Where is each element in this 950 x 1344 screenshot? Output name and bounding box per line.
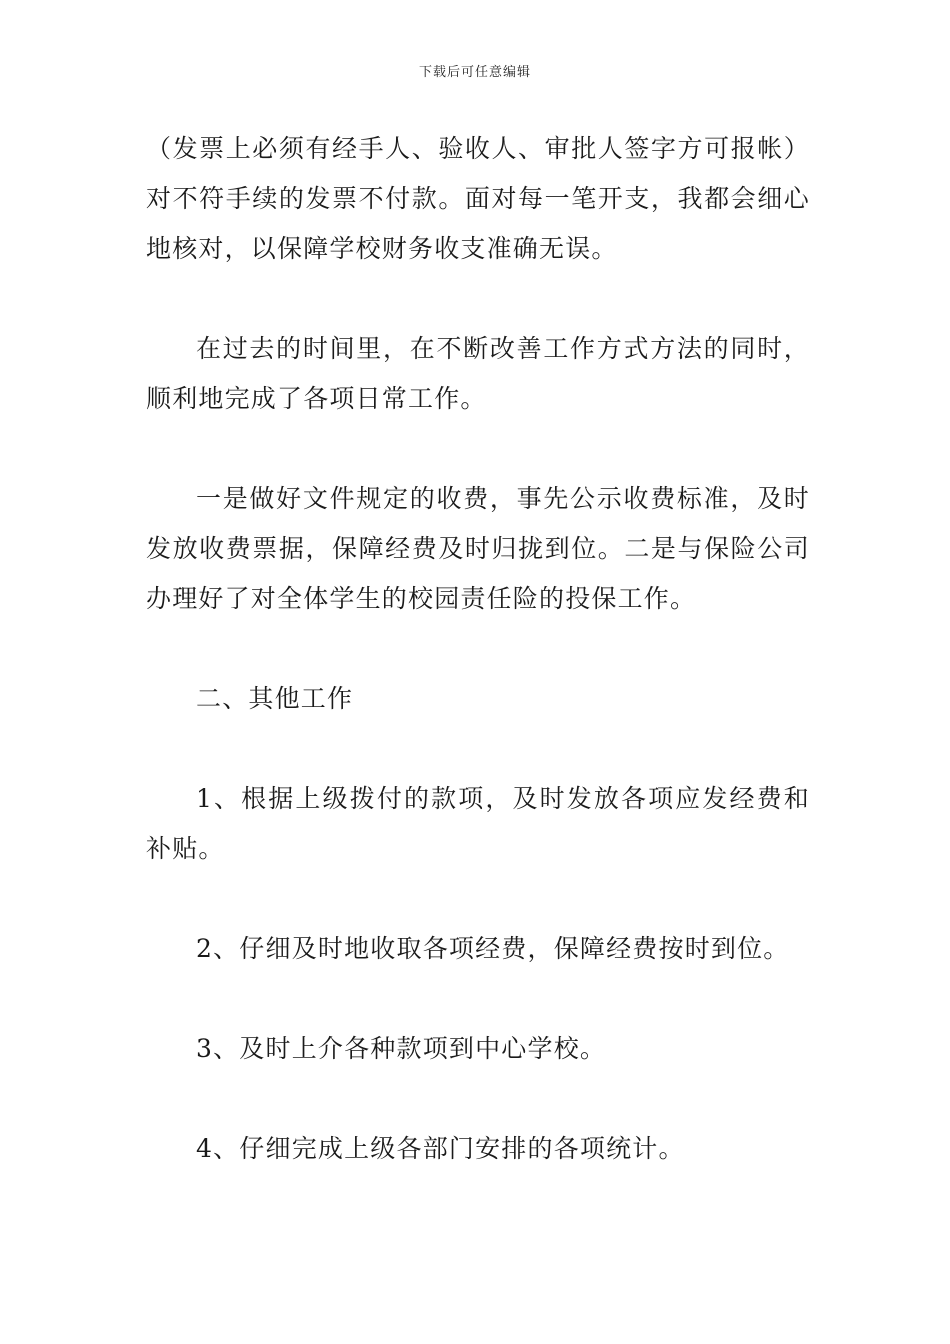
section-heading-other-work: 二、其他工作	[196, 684, 354, 713]
document-body	[146, 124, 810, 1174]
paragraph-routine-work: 在过去的时间里，在不断改善工作方式方法的同时，顺利地完成了各项日常工作。	[146, 334, 810, 413]
paragraph-fees-insurance: 一是做好文件规定的收费，事先公示收费标准，及时发放收费票据，保障经费及时归拢到位。二是与保险公司办理好了对全体学生的校园责任险的投保工作。	[146, 484, 810, 613]
list-item-2: 2、仔细及时地收取各项经费，保障经费按时到位。	[196, 934, 790, 963]
page-header-note: 下载后可任意编辑	[418, 65, 531, 80]
list-item-1: 1、根据上级拨付的款项，及时发放各项应发经费和补贴。	[146, 784, 810, 863]
paragraph-continuation: （发票上必须有经手人、验收人、审批人签字方可报帐）对不符手续的发票不付款。面对每一笔开支，我都会细心地核对，以保障学校财务收支准确无误。	[146, 134, 810, 263]
list-item-3: 3、及时上介各种款项到中心学校。	[196, 1034, 607, 1063]
list-item-4: 4、仔细完成上级各部门安排的各项统计。	[196, 1134, 685, 1163]
